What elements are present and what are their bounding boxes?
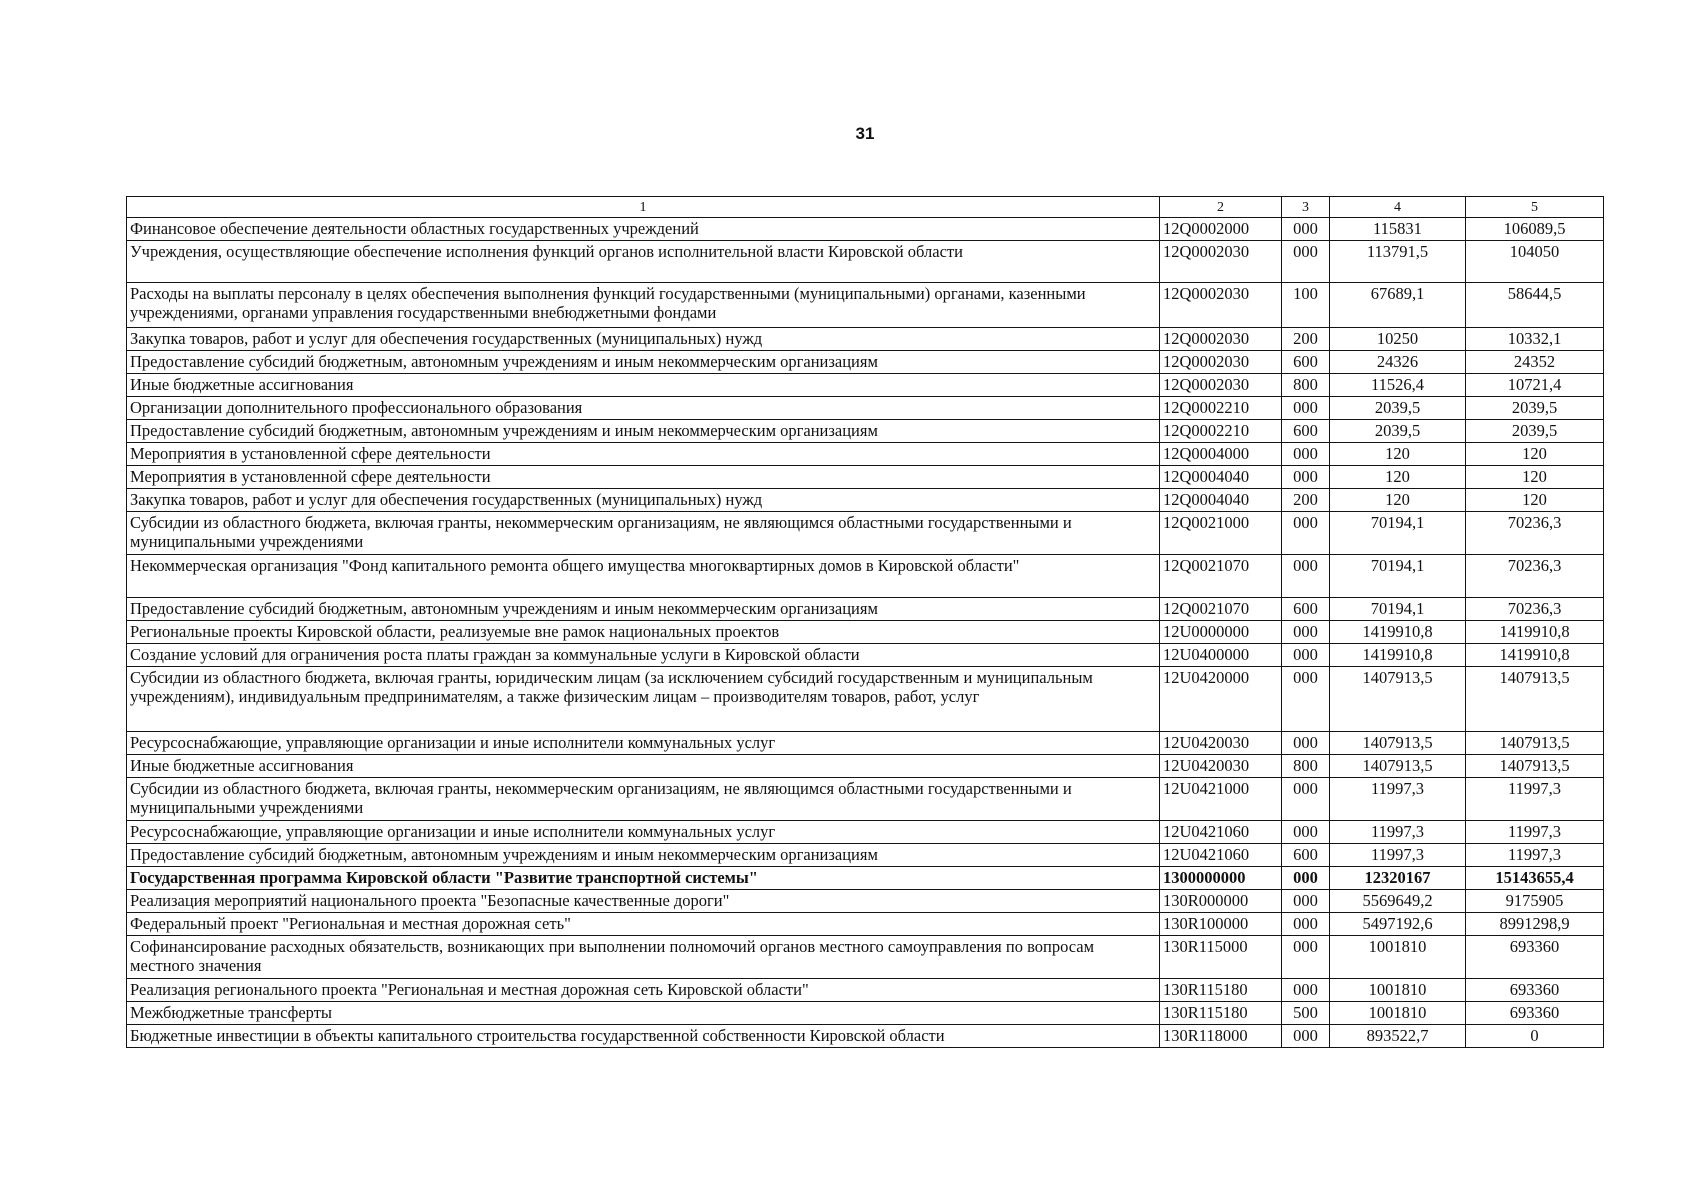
cell-code: 12Q0002000 — [1160, 218, 1282, 241]
cell-expense-type: 200 — [1282, 328, 1330, 351]
table-body — [127, 218, 1604, 1048]
cell-code: 130R000000 — [1160, 890, 1282, 913]
cell-value-col4: 1419910,8 — [1330, 621, 1466, 644]
cell-name: Субсидии из областного бюджета, включая гранты, некоммерческим организациям, не являющимся областными государственными и муниципальными учреждениями — [127, 512, 1160, 555]
cell-value-col5: 58644,5 — [1466, 283, 1604, 328]
table-row — [127, 512, 1604, 555]
table-row — [127, 351, 1604, 374]
table-row — [127, 936, 1604, 979]
cell-value-col4: 70194,1 — [1330, 598, 1466, 621]
cell-code: 12U0420000 — [1160, 667, 1282, 732]
cell-value-col4: 893522,7 — [1330, 1025, 1466, 1048]
cell-name: Государственная программа Кировской области "Развитие транспортной системы" — [127, 867, 1160, 890]
cell-value-col5: 693360 — [1466, 936, 1604, 979]
cell-value-col4: 2039,5 — [1330, 397, 1466, 420]
cell-value-col5: 1407913,5 — [1466, 667, 1604, 732]
cell-expense-type: 800 — [1282, 374, 1330, 397]
cell-value-col5: 120 — [1466, 466, 1604, 489]
cell-expense-type: 000 — [1282, 821, 1330, 844]
cell-expense-type: 000 — [1282, 890, 1330, 913]
cell-value-col4: 115831 — [1330, 218, 1466, 241]
cell-expense-type: 000 — [1282, 979, 1330, 1002]
cell-code: 12U0421000 — [1160, 778, 1282, 821]
cell-name: Иные бюджетные ассигнования — [127, 374, 1160, 397]
cell-name: Закупка товаров, работ и услуг для обеспечения государственных (муниципальных) нужд — [127, 328, 1160, 351]
table-row — [127, 913, 1604, 936]
table-row — [127, 328, 1604, 351]
cell-value-col4: 120 — [1330, 466, 1466, 489]
cell-value-col4: 113791,5 — [1330, 241, 1466, 283]
cell-code: 12U0421060 — [1160, 844, 1282, 867]
cell-code: 12Q0004040 — [1160, 489, 1282, 512]
cell-expense-type: 000 — [1282, 218, 1330, 241]
cell-value-col5: 2039,5 — [1466, 420, 1604, 443]
cell-code: 12Q0002030 — [1160, 328, 1282, 351]
header-row — [127, 197, 1604, 218]
cell-expense-type: 200 — [1282, 489, 1330, 512]
table-row — [127, 778, 1604, 821]
cell-expense-type: 000 — [1282, 443, 1330, 466]
table-row — [127, 397, 1604, 420]
cell-name: Ресурсоснабжающие, управляющие организации и иные исполнители коммунальных услуг — [127, 821, 1160, 844]
cell-expense-type: 000 — [1282, 936, 1330, 979]
cell-code: 12Q0004040 — [1160, 466, 1282, 489]
cell-name: Софинансирование расходных обязательств, возникающих при выполнении полномочий органов местного самоуправления по вопросам местного значения — [127, 936, 1160, 979]
cell-expense-type: 500 — [1282, 1002, 1330, 1025]
cell-value-col4: 1407913,5 — [1330, 755, 1466, 778]
cell-code: 12Q0021070 — [1160, 555, 1282, 598]
cell-name: Иные бюджетные ассигнования — [127, 755, 1160, 778]
cell-value-col4: 1001810 — [1330, 1002, 1466, 1025]
cell-value-col5: 70236,3 — [1466, 512, 1604, 555]
cell-value-col4: 1419910,8 — [1330, 644, 1466, 667]
cell-name: Предоставление субсидий бюджетным, автономным учреждениям и иным некоммерческим организациям — [127, 598, 1160, 621]
cell-code: 12Q0002030 — [1160, 241, 1282, 283]
cell-value-col5: 15143655,4 — [1466, 867, 1604, 890]
cell-name: Бюджетные инвестиции в объекты капитального строительства государственной собственности Кировской области — [127, 1025, 1160, 1048]
table-row — [127, 1002, 1604, 1025]
table-row — [127, 621, 1604, 644]
page-number: 31 — [855, 124, 875, 143]
cell-value-col5: 1419910,8 — [1466, 644, 1604, 667]
cell-name: Некоммерческая организация "Фонд капитального ремонта общего имущества многоквартирных домов в Кировской области" — [127, 555, 1160, 598]
cell-value-col5: 2039,5 — [1466, 397, 1604, 420]
cell-value-col4: 11526,4 — [1330, 374, 1466, 397]
cell-name: Федеральный проект "Региональная и местная дорожная сеть" — [127, 913, 1160, 936]
cell-value-col5: 70236,3 — [1466, 598, 1604, 621]
table-row — [127, 443, 1604, 466]
cell-code: 12Q0002210 — [1160, 397, 1282, 420]
cell-value-col5: 104050 — [1466, 241, 1604, 283]
table-header — [127, 197, 1604, 218]
cell-value-col4: 11997,3 — [1330, 844, 1466, 867]
cell-value-col4: 1407913,5 — [1330, 667, 1466, 732]
cell-name: Организации дополнительного профессионального образования — [127, 397, 1160, 420]
cell-code: 12Q0021070 — [1160, 598, 1282, 621]
table-row — [127, 374, 1604, 397]
cell-expense-type: 000 — [1282, 397, 1330, 420]
cell-name: Создание условий для ограничения роста платы граждан за коммунальные услуги в Кировской области — [127, 644, 1160, 667]
cell-value-col5: 10332,1 — [1466, 328, 1604, 351]
cell-value-col5: 70236,3 — [1466, 555, 1604, 598]
table-row — [127, 283, 1604, 328]
cell-expense-type: 600 — [1282, 351, 1330, 374]
cell-expense-type: 600 — [1282, 598, 1330, 621]
cell-name: Межбюджетные трансферты — [127, 1002, 1160, 1025]
table-row — [127, 218, 1604, 241]
header-col-2: 2 — [1160, 197, 1282, 218]
table-row — [127, 598, 1604, 621]
table-row — [127, 555, 1604, 598]
cell-value-col5: 10721,4 — [1466, 374, 1604, 397]
table-row — [127, 667, 1604, 732]
cell-expense-type: 000 — [1282, 466, 1330, 489]
cell-code: 12U0400000 — [1160, 644, 1282, 667]
cell-code: 12Q0002030 — [1160, 351, 1282, 374]
cell-value-col4: 1001810 — [1330, 979, 1466, 1002]
cell-value-col4: 5497192,6 — [1330, 913, 1466, 936]
cell-value-col5: 120 — [1466, 443, 1604, 466]
cell-value-col5: 8991298,9 — [1466, 913, 1604, 936]
cell-name: Мероприятия в установленной сфере деятельности — [127, 443, 1160, 466]
cell-code: 12Q0002030 — [1160, 283, 1282, 328]
budget-table — [126, 196, 1604, 1048]
cell-value-col4: 70194,1 — [1330, 555, 1466, 598]
cell-code: 12Q0021000 — [1160, 512, 1282, 555]
cell-value-col5: 693360 — [1466, 1002, 1604, 1025]
cell-value-col5: 11997,3 — [1466, 778, 1604, 821]
cell-code: 12U0000000 — [1160, 621, 1282, 644]
cell-value-col5: 1407913,5 — [1466, 732, 1604, 755]
cell-name: Субсидии из областного бюджета, включая гранты, юридическим лицам (за исключением субсидий государственным и муниципальным учреждениям), индивидуальным предпринимателям, а также физическим лицам – производителям товаров, работ, услуг — [127, 667, 1160, 732]
cell-name: Предоставление субсидий бюджетным, автономным учреждениям и иным некоммерческим организациям — [127, 351, 1160, 374]
table-row — [127, 420, 1604, 443]
cell-name: Предоставление субсидий бюджетным, автономным учреждениям и иным некоммерческим организациям — [127, 844, 1160, 867]
cell-code: 130R115180 — [1160, 1002, 1282, 1025]
table-row — [127, 489, 1604, 512]
cell-value-col4: 10250 — [1330, 328, 1466, 351]
cell-expense-type: 000 — [1282, 621, 1330, 644]
cell-name: Реализация регионального проекта "Региональная и местная дорожная сеть Кировской области" — [127, 979, 1160, 1002]
cell-value-col5: 11997,3 — [1466, 821, 1604, 844]
cell-name: Мероприятия в установленной сфере деятельности — [127, 466, 1160, 489]
cell-expense-type: 600 — [1282, 420, 1330, 443]
table-row — [127, 755, 1604, 778]
cell-code: 1300000000 — [1160, 867, 1282, 890]
cell-name: Региональные проекты Кировской области, реализуемые вне рамок национальных проектов — [127, 621, 1160, 644]
cell-code: 12U0420030 — [1160, 732, 1282, 755]
cell-value-col4: 11997,3 — [1330, 778, 1466, 821]
cell-value-col4: 67689,1 — [1330, 283, 1466, 328]
table-row — [127, 890, 1604, 913]
cell-value-col4: 2039,5 — [1330, 420, 1466, 443]
table-row — [127, 1025, 1604, 1048]
header-col-5: 5 — [1466, 197, 1604, 218]
cell-expense-type: 800 — [1282, 755, 1330, 778]
cell-code: 130R100000 — [1160, 913, 1282, 936]
table-row — [127, 241, 1604, 283]
cell-code: 12U0420030 — [1160, 755, 1282, 778]
cell-name: Реализация мероприятий национального проекта "Безопасные качественные дороги" — [127, 890, 1160, 913]
cell-code: 12Q0002210 — [1160, 420, 1282, 443]
cell-expense-type: 600 — [1282, 844, 1330, 867]
cell-code: 12Q0004000 — [1160, 443, 1282, 466]
header-col-4: 4 — [1330, 197, 1466, 218]
cell-name: Закупка товаров, работ и услуг для обеспечения государственных (муниципальных) нужд — [127, 489, 1160, 512]
cell-code: 130R115000 — [1160, 936, 1282, 979]
cell-expense-type: 000 — [1282, 241, 1330, 283]
cell-code: 12Q0002030 — [1160, 374, 1282, 397]
cell-expense-type: 000 — [1282, 778, 1330, 821]
cell-expense-type: 100 — [1282, 283, 1330, 328]
cell-code: 130R115180 — [1160, 979, 1282, 1002]
cell-expense-type: 000 — [1282, 867, 1330, 890]
cell-value-col4: 12320167 — [1330, 867, 1466, 890]
cell-code: 130R118000 — [1160, 1025, 1282, 1048]
cell-value-col5: 11997,3 — [1466, 844, 1604, 867]
cell-expense-type: 000 — [1282, 512, 1330, 555]
cell-value-col5: 0 — [1466, 1025, 1604, 1048]
table-row — [127, 979, 1604, 1002]
cell-expense-type: 000 — [1282, 913, 1330, 936]
cell-value-col4: 11997,3 — [1330, 821, 1466, 844]
cell-value-col4: 5569649,2 — [1330, 890, 1466, 913]
cell-code: 12U0421060 — [1160, 821, 1282, 844]
cell-value-col5: 9175905 — [1466, 890, 1604, 913]
cell-name: Расходы на выплаты персоналу в целях обеспечения выполнения функций государственными (муниципальными) органами, казенными учреждениями, органами управления государственными внебюджетными фондами — [127, 283, 1160, 328]
cell-value-col5: 1407913,5 — [1466, 755, 1604, 778]
table-row — [127, 867, 1604, 890]
cell-value-col4: 24326 — [1330, 351, 1466, 374]
cell-expense-type: 000 — [1282, 1025, 1330, 1048]
header-col-3: 3 — [1282, 197, 1330, 218]
cell-value-col4: 120 — [1330, 443, 1466, 466]
cell-name: Предоставление субсидий бюджетным, автономным учреждениям и иным некоммерческим организациям — [127, 420, 1160, 443]
table-row — [127, 844, 1604, 867]
cell-expense-type: 000 — [1282, 732, 1330, 755]
cell-name: Учреждения, осуществляющие обеспечение исполнения функций органов исполнительной власти Кировской области — [127, 241, 1160, 283]
cell-value-col4: 1001810 — [1330, 936, 1466, 979]
cell-value-col5: 120 — [1466, 489, 1604, 512]
cell-value-col5: 24352 — [1466, 351, 1604, 374]
cell-value-col4: 70194,1 — [1330, 512, 1466, 555]
cell-expense-type: 000 — [1282, 555, 1330, 598]
cell-value-col5: 693360 — [1466, 979, 1604, 1002]
cell-value-col5: 1419910,8 — [1466, 621, 1604, 644]
cell-expense-type: 000 — [1282, 644, 1330, 667]
table-row — [127, 821, 1604, 844]
cell-expense-type: 000 — [1282, 667, 1330, 732]
cell-value-col5: 106089,5 — [1466, 218, 1604, 241]
table-row — [127, 466, 1604, 489]
cell-value-col4: 120 — [1330, 489, 1466, 512]
header-col-1: 1 — [127, 197, 1160, 218]
cell-name: Субсидии из областного бюджета, включая гранты, некоммерческим организациям, не являющимся областными государственными и муниципальными учреждениями — [127, 778, 1160, 821]
cell-name: Финансовое обеспечение деятельности областных государственных учреждений — [127, 218, 1160, 241]
table-row — [127, 644, 1604, 667]
cell-value-col4: 1407913,5 — [1330, 732, 1466, 755]
cell-name: Ресурсоснабжающие, управляющие организации и иные исполнители коммунальных услуг — [127, 732, 1160, 755]
table-row — [127, 732, 1604, 755]
